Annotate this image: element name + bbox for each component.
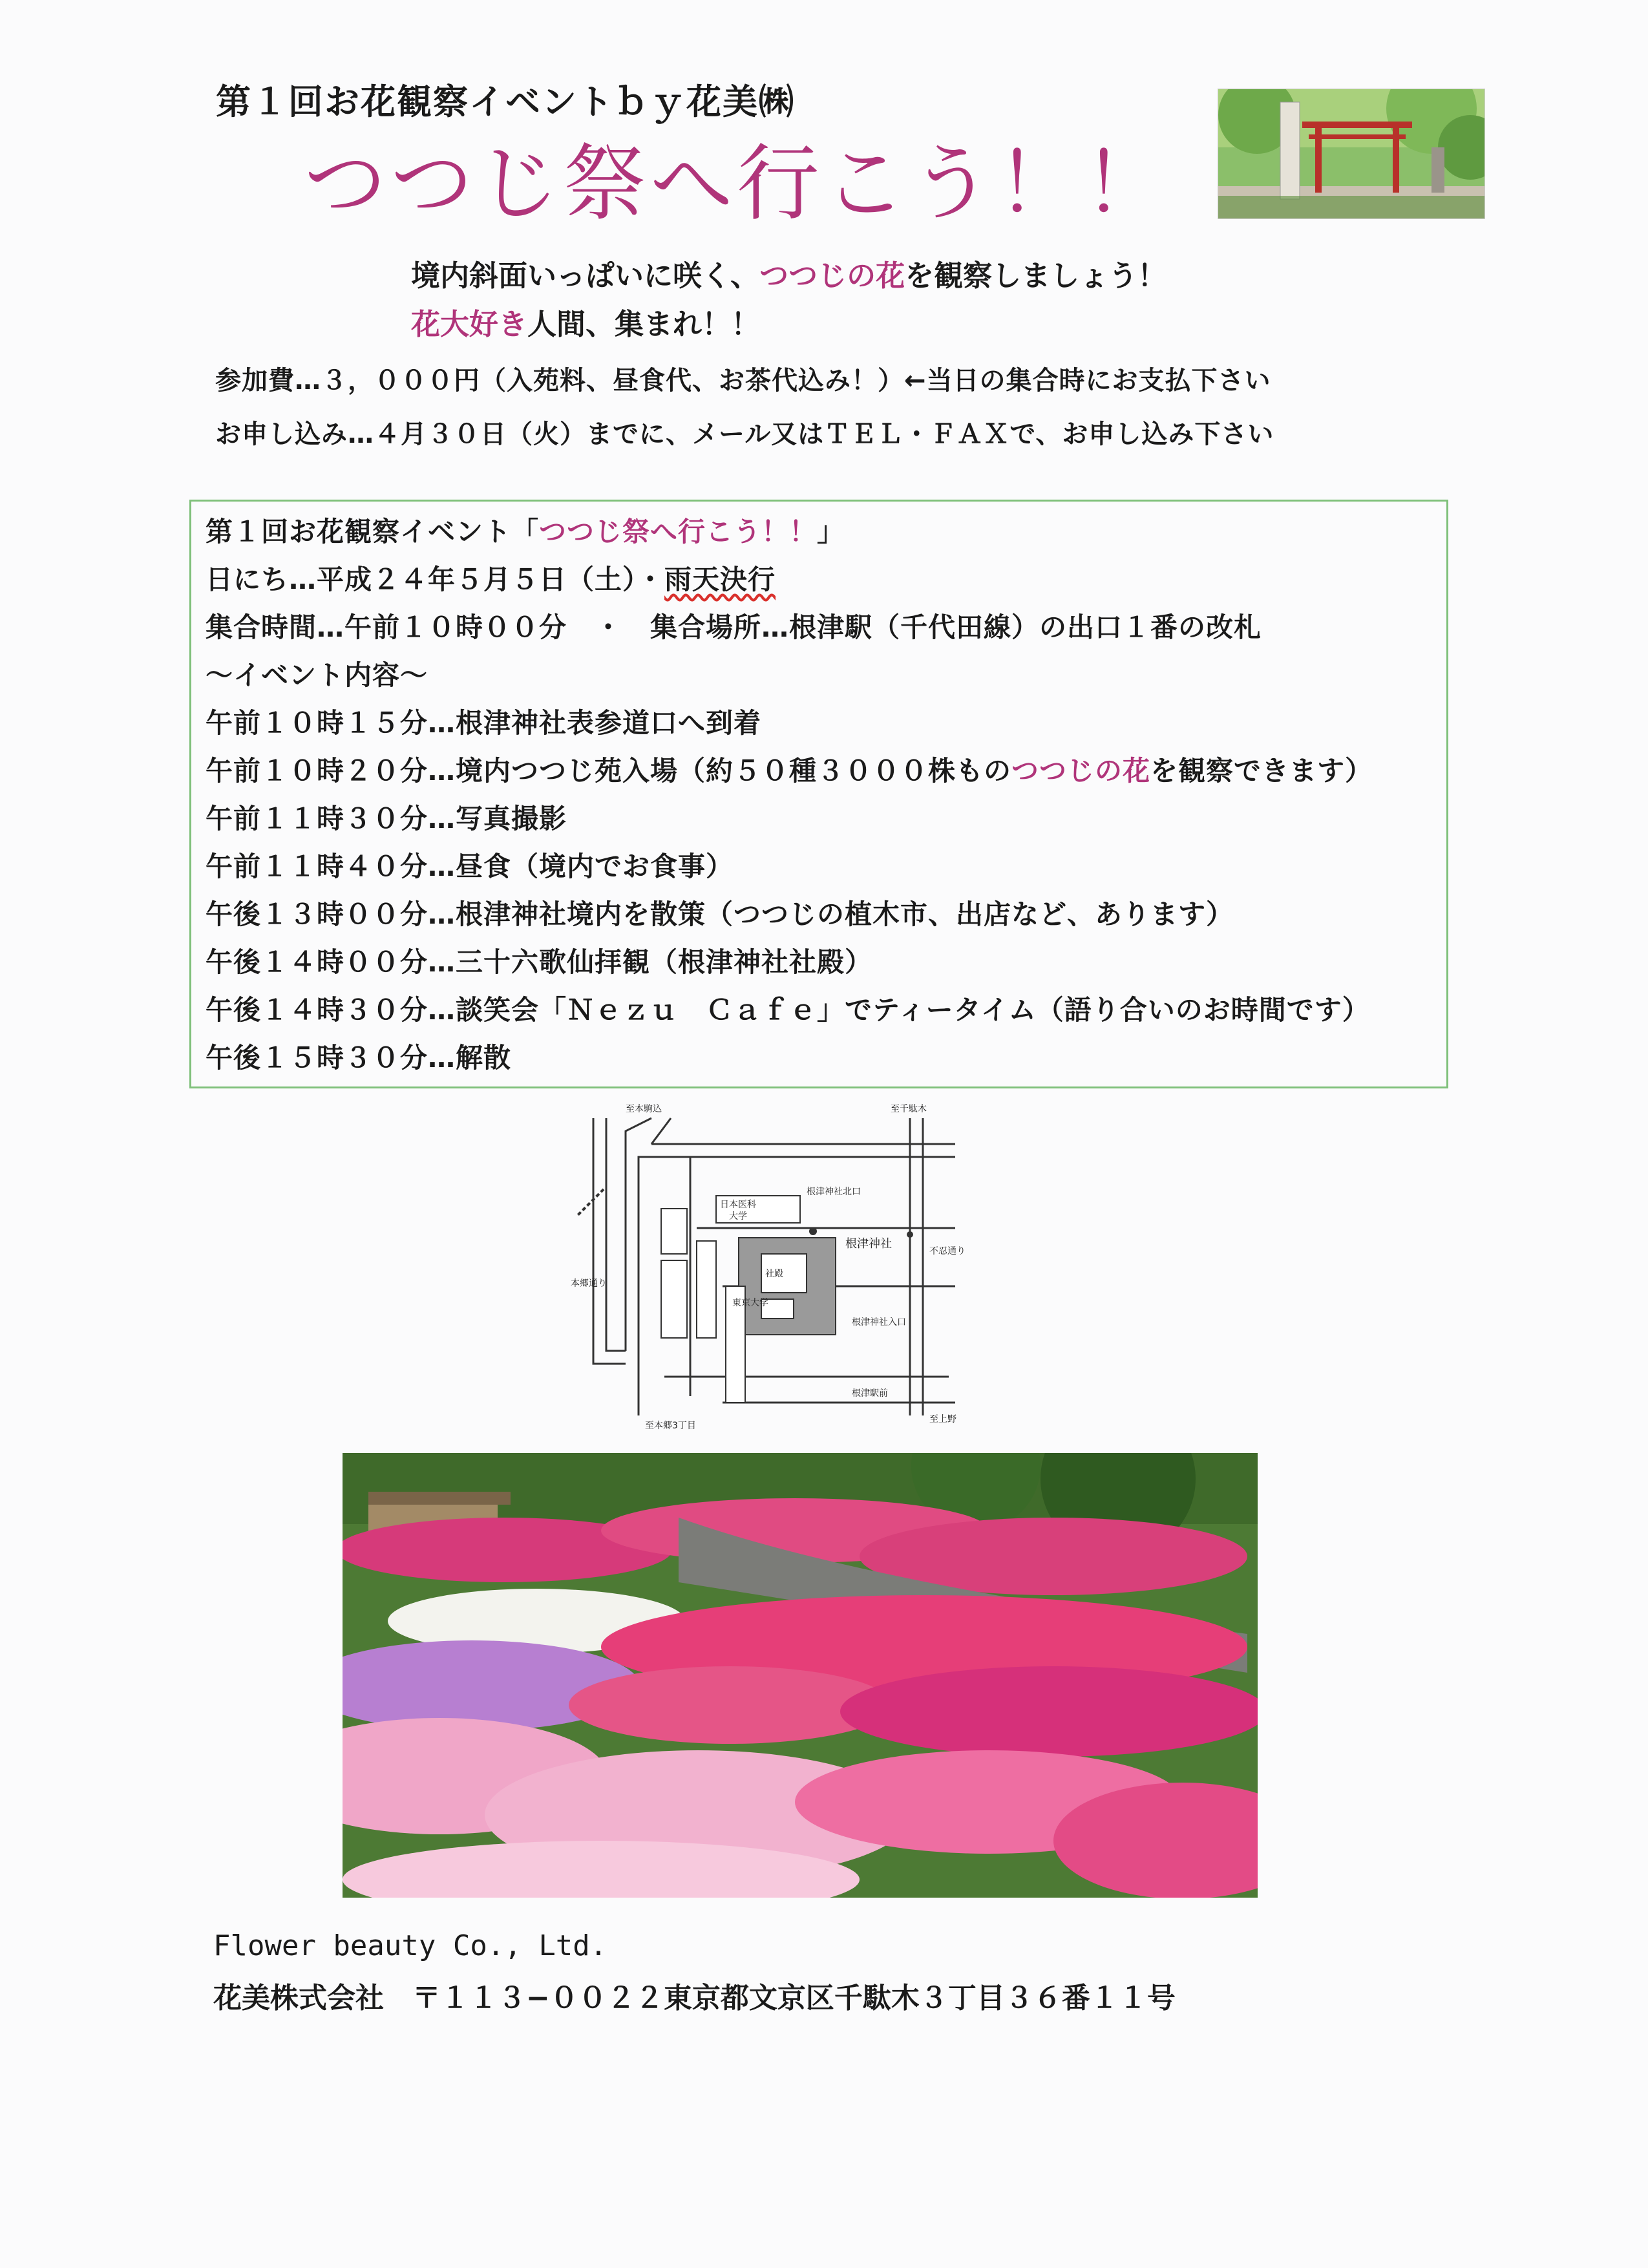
event-date: 日にち…平成２４年５月５日（土）・雨天決行 <box>206 564 776 595</box>
intro-line-1: 境内斜面いっぱいに咲く、つつじの花を観察しましょう！ <box>411 259 1167 293</box>
page-title: つつじ祭へ行こう！！ <box>304 136 1170 232</box>
map-label-nippon-ika: 日本医科 <box>720 1200 756 1210</box>
schedule-item: 午前１０時１５分…根津神社表参道口へ到着 <box>206 707 762 739</box>
schedule-item: 午後１４時３０分…談笑会「Ｎｅｚｕ Ｃａｆｅ」でティータイム（語り合いのお時間です） <box>206 994 1370 1026</box>
box-title: 第１回お花観察イベント「つつじ祭へ行こう！！」 <box>206 516 845 547</box>
map-label-ueno: 至上野 <box>929 1414 956 1425</box>
application-info: お申し込み…４月３０日（火）までに、メール又はＴＥＬ・ＦＡＸで、お申し込み下さい <box>215 419 1274 449</box>
event-details-box <box>189 500 1448 1088</box>
map-label-hongo-dori: 本郷通り <box>571 1278 607 1289</box>
schedule-item: 午後１４時００分…三十六歌仙拝観（根津神社社殿） <box>206 946 873 978</box>
map-label-iriguchi: 根津神社入口 <box>852 1317 906 1328</box>
company-address: 花美株式会社 〒１１３−００２２東京都文京区千駄木３丁目３６番１１号 <box>213 1982 1176 2015</box>
azalea-garden-photo <box>343 1453 1258 1898</box>
schedule-item: 午前１１時３０分…写真撮影 <box>206 803 567 834</box>
map-label-sendagi: 至千駄木 <box>891 1104 927 1114</box>
highlight-flower-lover: 花大好き <box>411 307 528 341</box>
map-label-nezu-jinja: 根津神社 <box>845 1237 892 1251</box>
schedule-item: 午後１５時３０分…解散 <box>206 1042 512 1074</box>
schedule-item: 午前１１時４０分…昼食（境内でお食事） <box>206 851 734 882</box>
fee-info: 参加費…３，０００円（入苑料、昼食代、お茶代込み！）←当日の集合時にお支払下さい <box>215 366 1271 396</box>
map-label-honkomagome: 至本駒込 <box>626 1104 662 1114</box>
schedule-item: 午後１３時００分…根津神社境内を散策（つつじの植木市、出店など、あります） <box>206 898 1234 930</box>
map-label-daigaku: 大学 <box>729 1211 747 1222</box>
highlight-tsutsuji: つつじの花 <box>759 259 905 293</box>
shrine-gate-photo <box>1218 89 1485 219</box>
access-map <box>567 1092 981 1435</box>
map-label-shaden: 社殿 <box>765 1269 783 1279</box>
map-label-tokyo-daigaku: 東京大学 <box>732 1298 768 1308</box>
company-name-english: Flower beauty Co., Ltd. <box>213 1929 607 1962</box>
contents-heading: 〜イベント内容〜 <box>206 659 428 691</box>
map-label-shinobazu: 不忍通り <box>929 1246 966 1256</box>
schedule-item: 午前１０時２０分…境内つつじ苑入場（約５０種３０００株ものつつじの花を観察できます） <box>206 755 1373 787</box>
map-label-kitaguchi: 根津神社北口 <box>807 1187 861 1197</box>
intro-line-2: 花大好き人間、集まれ！！ <box>411 307 761 341</box>
meeting-info: 集合時間…午前１０時００分 ・ 集合場所…根津駅（千代田線）の出口１番の改札 <box>206 611 1262 643</box>
map-label-nezu-station: 根津駅前 <box>852 1388 888 1399</box>
map-label-hongo: 至本郷3丁目 <box>645 1421 696 1431</box>
event-subtitle: 第１回お花観察イベントｂｙ花美㈱ <box>216 81 795 122</box>
